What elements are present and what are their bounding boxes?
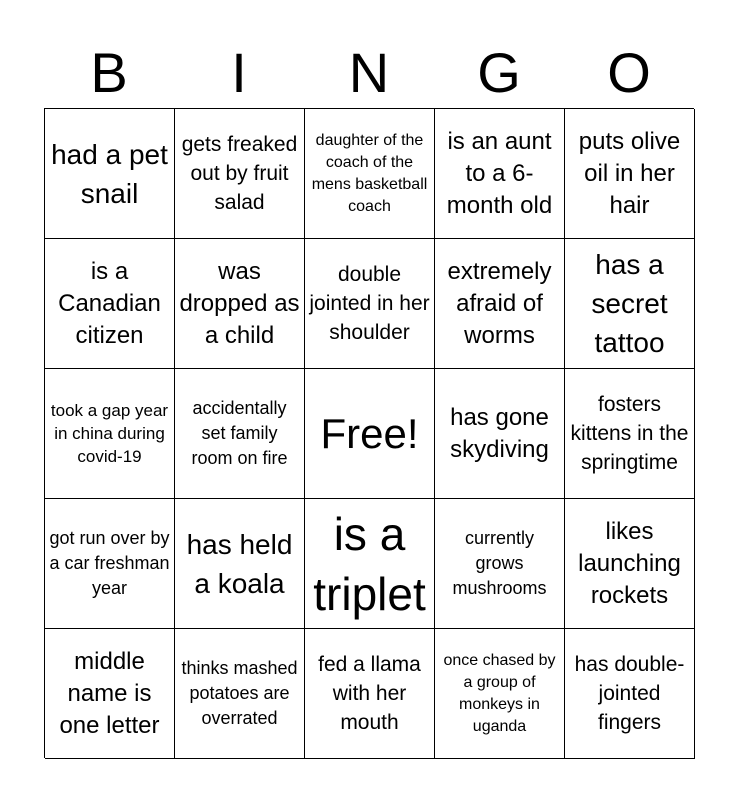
cell-text: double jointed in her shoulder [309, 263, 430, 344]
bingo-grid [44, 108, 694, 758]
cell-text: is a Canadian citizen [58, 257, 161, 349]
bingo-cell[interactable] [45, 239, 175, 369]
bingo-cell[interactable] [305, 629, 435, 759]
bingo-cell[interactable] [305, 109, 435, 239]
bingo-cell[interactable] [565, 369, 695, 499]
cell-text: likes launching rockets [578, 517, 681, 609]
bingo-cell[interactable] [565, 239, 695, 369]
cell-text: has gone skydiving [450, 403, 549, 463]
cell-text: has a secret tattoo [591, 249, 668, 358]
cell-text: daughter of the coach of the mens basketball coach [311, 131, 428, 215]
cell-text: puts olive oil in her hair [578, 127, 681, 219]
bingo-cell[interactable] [175, 499, 305, 629]
header-letter-o: O [607, 41, 651, 104]
bingo-cell[interactable] [175, 369, 305, 499]
header-letter-n: N [348, 41, 390, 104]
bingo-cell[interactable] [305, 239, 435, 369]
cell-text: extremely afraid of worms [447, 257, 552, 349]
cell-text: has double-jointed fingers [574, 653, 685, 734]
bingo-cell[interactable] [45, 109, 175, 239]
cell-text: has held a koala [186, 528, 293, 599]
header-letter-i: I [231, 41, 247, 104]
cell-text: fed a llama with her mouth [318, 653, 421, 734]
bingo-cell[interactable] [175, 239, 305, 369]
bingo-cell[interactable] [435, 369, 565, 499]
cell-text: is an aunt to a 6-month old [446, 127, 553, 219]
bingo-cell[interactable] [305, 499, 435, 629]
cell-text: took a gap year in china during covid-19 [50, 401, 169, 466]
free-space-text: Free! [320, 409, 419, 457]
bingo-cell[interactable] [435, 109, 565, 239]
bingo-cell[interactable] [45, 499, 175, 629]
header-letter-g: G [477, 41, 521, 104]
bingo-cell[interactable] [565, 499, 695, 629]
cell-text: gets freaked out by fruit salad [181, 133, 298, 214]
bingo-cell[interactable] [435, 629, 565, 759]
bingo-cell[interactable] [175, 109, 305, 239]
bingo-cell[interactable] [435, 499, 565, 629]
bingo-cell[interactable] [175, 629, 305, 759]
bingo-cell[interactable] [435, 239, 565, 369]
cell-text: fosters kittens in the springtime [570, 393, 689, 474]
free-space-cell[interactable] [305, 369, 435, 499]
cell-text: thinks mashed potatoes are overrated [181, 658, 298, 728]
bingo-cell[interactable] [45, 629, 175, 759]
header-letter-b: B [90, 41, 128, 104]
cell-text: got run over by a car freshman year [49, 528, 170, 598]
cell-text: currently grows mushrooms [452, 528, 547, 598]
cell-text: once chased by a group of monkeys in uganda [443, 651, 556, 735]
bingo-cell[interactable] [45, 369, 175, 499]
cell-text: was dropped as a child [179, 257, 300, 349]
bingo-cell[interactable] [565, 629, 695, 759]
cell-text: middle name is one letter [59, 647, 160, 739]
bingo-header [44, 40, 694, 106]
cell-text: accidentally set family room on fire [191, 398, 288, 468]
cell-text: is a triplet [313, 507, 426, 620]
cell-text: had a pet snail [51, 138, 168, 209]
bingo-cell[interactable] [565, 109, 695, 239]
